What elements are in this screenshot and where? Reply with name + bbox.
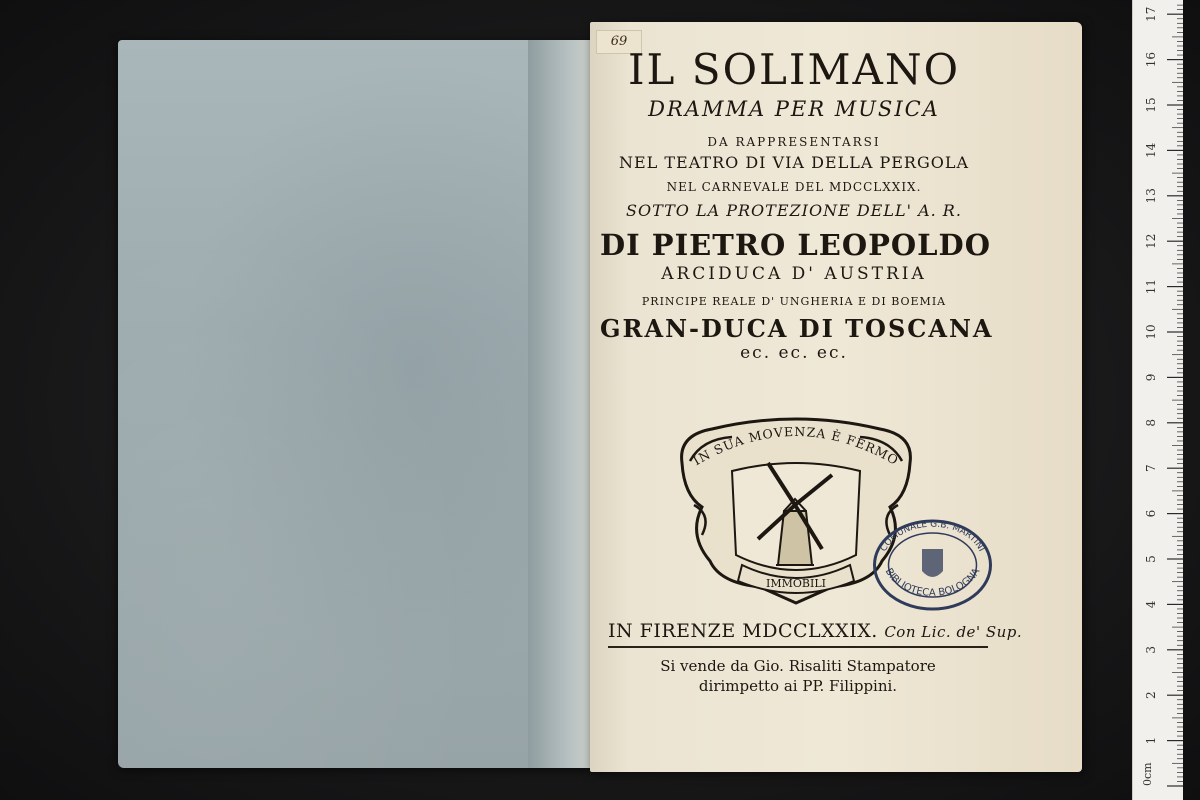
stamp-top-text: COMUNALE G.B. MARTINI <box>878 519 987 554</box>
book-cover <box>118 40 596 768</box>
book-title: IL SOLIMANO <box>627 45 961 94</box>
title-line: ARCIDUCA D' AUSTRIA <box>661 264 927 284</box>
ruler-number: 14 <box>1144 142 1158 159</box>
ruler-number: 17 <box>1144 6 1158 22</box>
title-line: ec. ec. ec. <box>740 343 848 363</box>
ruler-number: 12 <box>1144 233 1158 249</box>
book-spine <box>528 40 596 768</box>
ruler-unit-label: 0cm <box>1141 762 1154 786</box>
imprint-line <box>608 620 1023 642</box>
ruler-number: 7 <box>1144 464 1158 473</box>
ruler-number: 11 <box>1144 278 1158 295</box>
ruler-number: 13 <box>1144 188 1158 204</box>
imprint-block <box>608 620 1023 696</box>
book-subtitle: DRAMMA PER MUSICA <box>648 97 940 121</box>
page-number-label: 69 <box>596 30 642 54</box>
ruler-number: 3 <box>1144 645 1158 654</box>
ruler-number: 4 <box>1144 600 1158 609</box>
title-line: PRINCIPE REALE D' UNGHERIA E DI BOEMIA <box>641 295 947 308</box>
ruler-number: 8 <box>1144 418 1158 427</box>
imprint-license: Con Lic. de' Sup. <box>884 623 1023 641</box>
title-line: GRAN-DUCA DI TOSCANA <box>600 314 994 343</box>
ruler-number: 5 <box>1144 555 1158 563</box>
measuring-ruler <box>1132 0 1183 800</box>
emblem-motto: IN SUA MOVENZA È FERMO <box>690 423 902 469</box>
ruler-number: 6 <box>1144 509 1158 518</box>
ruler-number: 9 <box>1144 373 1158 382</box>
ruler-number: 1 <box>1144 736 1158 745</box>
title-block <box>600 45 994 364</box>
imprint-rule <box>608 646 988 648</box>
stamp-bottom-text: BIBLIOTECA BOLOGNA <box>882 566 983 599</box>
title-line: NEL CARNEVALE DEL MDCCLXXIX. <box>666 180 922 194</box>
library-stamp <box>870 515 995 613</box>
title-line: DI PIETRO LEOPOLDO <box>600 228 991 262</box>
title-line: SOTTO LA PROTEZIONE DELL' A. R. <box>626 201 962 220</box>
emblem-banner: IMMOBILI <box>766 577 826 590</box>
imprint-place-date: IN FIRENZE MDCCLXXIX. <box>608 620 878 642</box>
ruler-number: 15 <box>1144 97 1158 113</box>
ruler-scale <box>1133 0 1183 800</box>
ruler-number: 2 <box>1144 691 1158 700</box>
publisher-line: dirimpetto ai PP. Filippini. <box>698 677 898 695</box>
title-line: DA RAPPRESENTARSI <box>707 135 881 149</box>
ruler-number: 16 <box>1144 51 1158 68</box>
title-line: NEL TEATRO DI VIA DELLA PERGOLA <box>618 153 970 172</box>
ruler-number: 10 <box>1144 324 1158 340</box>
coat-of-arms-icon <box>922 549 943 577</box>
publisher-line: Si vende da Gio. Risaliti Stampatore <box>660 657 936 675</box>
